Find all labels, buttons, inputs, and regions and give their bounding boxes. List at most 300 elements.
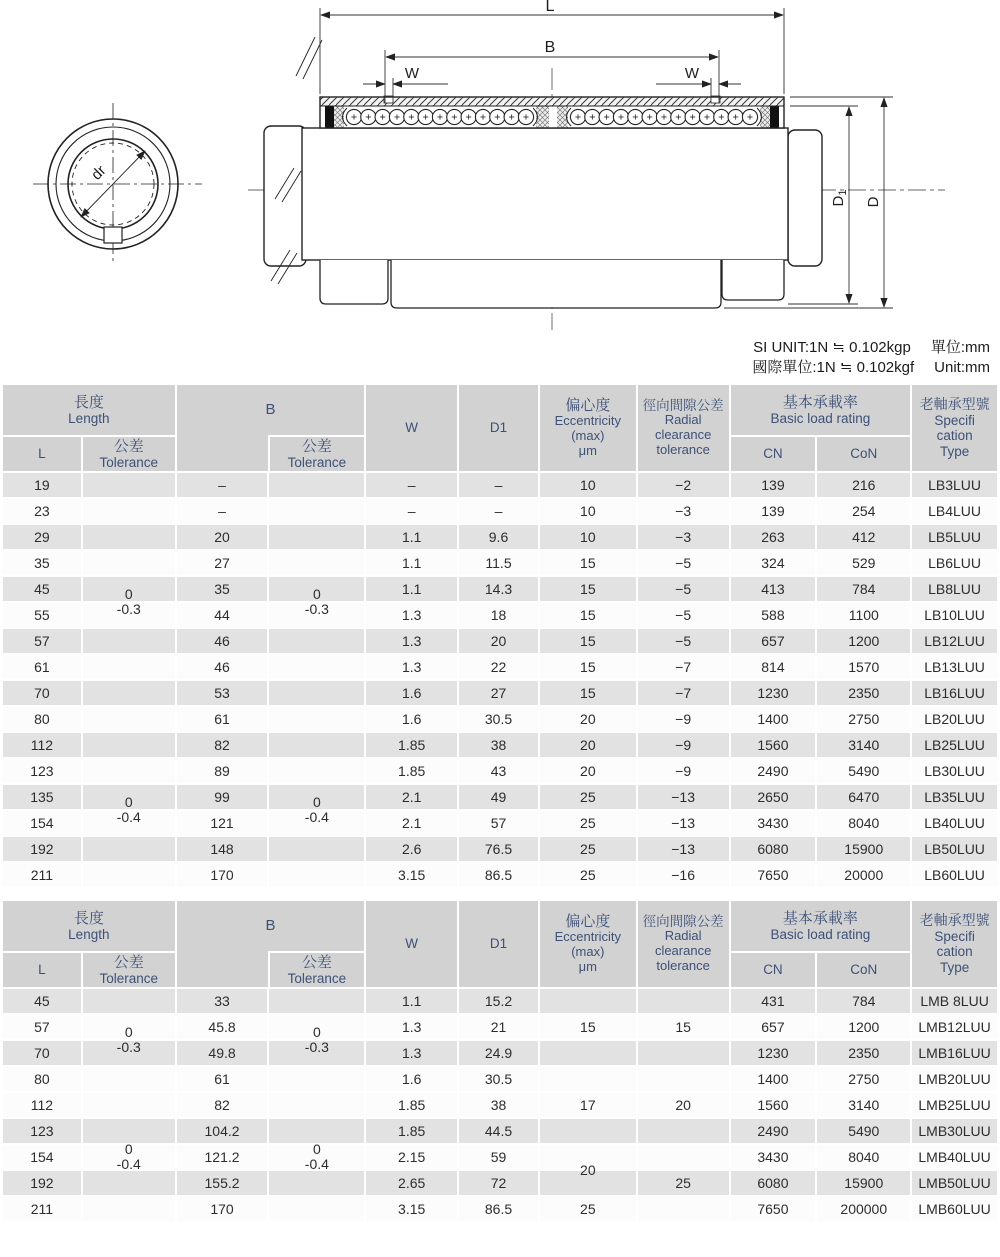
type-en1: Specifi bbox=[934, 928, 975, 944]
cell-r10-c4: 1.85 bbox=[366, 733, 457, 757]
cell-r1-c8: 657 bbox=[731, 1015, 816, 1039]
cell-r3-c9: 529 bbox=[817, 551, 910, 575]
cell-r4-c6: 15 bbox=[540, 577, 636, 601]
cell-r14-c4: 2.6 bbox=[366, 837, 457, 861]
cell-r2-c9: 412 bbox=[817, 525, 910, 549]
si-unit-line1: SI UNIT:1N ≒ 0.102kgp bbox=[753, 339, 911, 356]
cell-r7-c10: LB13LUU bbox=[912, 655, 997, 679]
cell-r5-c2: 104.2 bbox=[177, 1119, 268, 1143]
cell-r6-c10: LMB40LUU bbox=[912, 1145, 997, 1169]
cell-r15-c10: LB60LUU bbox=[912, 863, 997, 887]
merged-value: 0 -0.3 bbox=[116, 1024, 141, 1055]
cell-r0-c10: LMB 8LUU bbox=[912, 989, 997, 1013]
cell-r4-c7: −5 bbox=[638, 577, 729, 601]
ecc-en2: (max) bbox=[571, 944, 605, 960]
seal-left bbox=[325, 106, 334, 128]
cell-r8-c8: 1230 bbox=[731, 681, 816, 705]
cell-r3-c5: 11.5 bbox=[459, 551, 538, 575]
cell-r8-c4: 3.15 bbox=[366, 1197, 457, 1221]
cell-r12-c2: 99 bbox=[177, 785, 268, 809]
tol-en: Tolerance bbox=[287, 454, 347, 470]
ecc-zh: 偏心度 bbox=[565, 397, 611, 415]
cell-r6-c5: 20 bbox=[459, 629, 538, 653]
merged-value: 0 -0.4 bbox=[116, 1141, 141, 1172]
cell-r11-c9: 5490 bbox=[817, 759, 910, 783]
cell-r4-c4: 1.85 bbox=[366, 1093, 457, 1117]
cell-r2-c5: 9.6 bbox=[459, 525, 538, 549]
rad-en1: Radial bbox=[664, 928, 702, 944]
cell-r7-c9: 15900 bbox=[817, 1171, 910, 1195]
cell-r5-c9: 5490 bbox=[817, 1119, 910, 1143]
cell-r1-c10: LB4LUU bbox=[912, 499, 997, 523]
header-cn: CN bbox=[731, 953, 816, 987]
cell-r2-c6: 10 bbox=[540, 525, 636, 549]
cell-r11-c0: 123 bbox=[3, 759, 81, 783]
cell-r9-c6: 20 bbox=[540, 707, 636, 731]
cell-r0-c9: 216 bbox=[817, 473, 910, 497]
dim-l-label: L bbox=[545, 0, 555, 15]
rad-en2: clearance bbox=[654, 427, 712, 443]
cell-r12-c7: −13 bbox=[638, 785, 729, 809]
rad-en1: Radial bbox=[664, 412, 702, 428]
cell-r3-c0: 35 bbox=[3, 551, 81, 575]
tol-zh: 公差 bbox=[301, 437, 332, 455]
rad-zh: 徑向間隙公差 bbox=[642, 398, 724, 414]
cell-r8-c9: 2350 bbox=[817, 681, 910, 705]
cell-r7-c8: 814 bbox=[731, 655, 816, 679]
cell-r3-c4: 1.1 bbox=[366, 551, 457, 575]
header-b-tolerance bbox=[268, 951, 365, 987]
cell-r10-c10: LB25LUU bbox=[912, 733, 997, 757]
table2-body bbox=[3, 989, 997, 1221]
cell-r13-c7: −13 bbox=[638, 811, 729, 835]
cell-r11-c7: −9 bbox=[638, 759, 729, 783]
cell-r6-c5: 59 bbox=[459, 1145, 538, 1169]
cell-r4-c10: LMB25LUU bbox=[912, 1093, 997, 1117]
cell-r3-c4: 1.6 bbox=[366, 1067, 457, 1091]
cell-r10-c2: 82 bbox=[177, 733, 268, 757]
cell-r9-c5: 30.5 bbox=[459, 707, 538, 731]
cell-r12-c5: 49 bbox=[459, 785, 538, 809]
cell-r2-c10: LB5LUU bbox=[912, 525, 997, 549]
cell-r7-c8: 6080 bbox=[731, 1171, 816, 1195]
cell-r8-c5: 86.5 bbox=[459, 1197, 538, 1221]
dim-d1-main: D bbox=[830, 195, 847, 207]
header-w: W bbox=[366, 901, 457, 987]
cell-r12-c10: LB35LUU bbox=[912, 785, 997, 809]
cell-r3-c5: 30.5 bbox=[459, 1067, 538, 1091]
cell-r14-c6: 25 bbox=[540, 837, 636, 861]
cell-r6-c8: 3430 bbox=[731, 1145, 816, 1169]
cell-r2-c0: 70 bbox=[3, 1041, 81, 1065]
cell-r5-c4: 1.85 bbox=[366, 1119, 457, 1143]
cell-r9-c10: LB20LUU bbox=[912, 707, 997, 731]
cell-r14-c5: 76.5 bbox=[459, 837, 538, 861]
cell-r0-c0: 19 bbox=[3, 473, 81, 497]
cell-r3-c10: LMB20LUU bbox=[912, 1067, 997, 1091]
cell-r0-c4: 1.1 bbox=[366, 989, 457, 1013]
cell-r7-c6: 15 bbox=[540, 655, 636, 679]
front-view bbox=[33, 103, 202, 263]
merged-value: 0 -0.4 bbox=[304, 1141, 329, 1172]
unit-mm-en: Unit:mm bbox=[934, 358, 990, 376]
cell-r5-c5: 44.5 bbox=[459, 1119, 538, 1143]
bearing-section-drawing bbox=[0, 0, 1000, 338]
cell-r5-c8: 2490 bbox=[731, 1119, 816, 1143]
cell-r0-c2: – bbox=[177, 473, 268, 497]
dim-b-label: B bbox=[544, 39, 556, 56]
cell-r3-c8: 1400 bbox=[731, 1067, 816, 1091]
unit-note bbox=[0, 338, 1000, 377]
merged-value: 17 bbox=[580, 1096, 596, 1113]
cell-r13-c5: 57 bbox=[459, 811, 538, 835]
header-b-tolerance bbox=[268, 435, 365, 471]
cell-r0-c5: 15.2 bbox=[459, 989, 538, 1013]
tol-zh: 公差 bbox=[301, 953, 332, 971]
cell-r8-c0: 211 bbox=[3, 1197, 81, 1221]
cell-r9-c4: 1.6 bbox=[366, 707, 457, 731]
type-en1: Specifi bbox=[934, 412, 975, 428]
cell-r10-c8: 1560 bbox=[731, 733, 816, 757]
cell-r1-c8: 139 bbox=[731, 499, 816, 523]
merged-value: 0 -0.4 bbox=[116, 794, 141, 825]
cell-r7-c10: LMB50LUU bbox=[912, 1171, 997, 1195]
side-view bbox=[248, 8, 945, 330]
cell-r11-c5: 43 bbox=[459, 759, 538, 783]
cell-r15-c8: 7650 bbox=[731, 863, 816, 887]
cell-r8-c8: 7650 bbox=[731, 1197, 816, 1221]
cell-r12-c8: 2650 bbox=[731, 785, 816, 809]
header-d1: D1 bbox=[459, 901, 538, 987]
header-b: B bbox=[265, 917, 276, 935]
cell-r5-c10: LB10LUU bbox=[912, 603, 997, 627]
cell-r6-c9: 8040 bbox=[817, 1145, 910, 1169]
load-en: Basic load rating bbox=[770, 410, 871, 426]
ecc-zh: 偏心度 bbox=[565, 913, 611, 931]
cell-r6-c8: 657 bbox=[731, 629, 816, 653]
cell-r13-c9: 8040 bbox=[817, 811, 910, 835]
cell-r1-c9: 1200 bbox=[817, 1015, 910, 1039]
cell-r0-c10: LB3LUU bbox=[912, 473, 997, 497]
rad-en3: tolerance bbox=[656, 442, 710, 458]
lmb-series-table bbox=[3, 901, 997, 1221]
cell-r2-c2: 49.8 bbox=[177, 1041, 268, 1065]
merged-value: 15 bbox=[580, 1018, 596, 1035]
cell-r12-c9: 6470 bbox=[817, 785, 910, 809]
header-cn: CN bbox=[731, 437, 816, 471]
dim-d1-label bbox=[830, 190, 849, 207]
cell-r13-c0: 154 bbox=[3, 811, 81, 835]
cell-r8-c4: 1.6 bbox=[366, 681, 457, 705]
cell-r6-c0: 57 bbox=[3, 629, 81, 653]
cell-r4-c9: 784 bbox=[817, 577, 910, 601]
cell-r8-c9: 200000 bbox=[817, 1197, 910, 1221]
cell-r5-c7: −5 bbox=[638, 603, 729, 627]
unit-mm-zh: 單位:mm bbox=[930, 339, 990, 356]
cell-r5-c0: 55 bbox=[3, 603, 81, 627]
header-length-zh: 長度 bbox=[73, 909, 104, 927]
cell-r3-c9: 2750 bbox=[817, 1067, 910, 1091]
cell-r9-c8: 1400 bbox=[731, 707, 816, 731]
cell-r13-c10: LB40LUU bbox=[912, 811, 997, 835]
cell-r2-c8: 1230 bbox=[731, 1041, 816, 1065]
cell-r3-c0: 80 bbox=[3, 1067, 81, 1091]
cell-r8-c0: 70 bbox=[3, 681, 81, 705]
cell-r6-c6: 15 bbox=[540, 629, 636, 653]
header-eccentricity bbox=[540, 901, 636, 987]
cell-r1-c6: 10 bbox=[540, 499, 636, 523]
cell-r5-c0: 123 bbox=[3, 1119, 81, 1143]
cell-r11-c6: 20 bbox=[540, 759, 636, 783]
cell-r0-c7: −2 bbox=[638, 473, 729, 497]
cell-r3-c8: 324 bbox=[731, 551, 816, 575]
cell-r15-c6: 25 bbox=[540, 863, 636, 887]
cell-r5-c9: 1100 bbox=[817, 603, 910, 627]
merged-value: 15 bbox=[675, 1018, 691, 1035]
cell-r1-c2: 45.8 bbox=[177, 1015, 268, 1039]
cell-r3-c7: −5 bbox=[638, 551, 729, 575]
tol-en: Tolerance bbox=[99, 970, 158, 986]
cell-r3-c2: 27 bbox=[177, 551, 268, 575]
cell-r8-c7: −7 bbox=[638, 681, 729, 705]
cell-r4-c4: 1.1 bbox=[366, 577, 457, 601]
type-en2: cation bbox=[936, 428, 973, 444]
cell-r2-c2: 20 bbox=[177, 525, 268, 549]
lb-series-table bbox=[3, 385, 997, 887]
cell-r2-c9: 2350 bbox=[817, 1041, 910, 1065]
cell-r9-c0: 80 bbox=[3, 707, 81, 731]
cell-r6-c2: 46 bbox=[177, 629, 268, 653]
cell-r2-c0: 29 bbox=[3, 525, 81, 549]
cell-r2-c4: 1.1 bbox=[366, 525, 457, 549]
keyway-notch bbox=[104, 227, 122, 243]
cell-r11-c10: LB30LUU bbox=[912, 759, 997, 783]
cell-r3-c2: 61 bbox=[177, 1067, 268, 1091]
seal-right bbox=[770, 106, 779, 128]
cell-r14-c0: 192 bbox=[3, 837, 81, 861]
header-con: CoN bbox=[817, 953, 910, 987]
cell-r4-c9: 3140 bbox=[817, 1093, 910, 1117]
cell-r1-c9: 254 bbox=[817, 499, 910, 523]
cell-r11-c2: 89 bbox=[177, 759, 268, 783]
dim-w-right-label: W bbox=[684, 65, 700, 82]
header-l: L bbox=[3, 437, 81, 471]
cell-r0-c8: 431 bbox=[731, 989, 816, 1013]
header-radial-clearance bbox=[638, 901, 729, 987]
cell-r14-c2: 148 bbox=[177, 837, 268, 861]
header-con: CoN bbox=[817, 437, 910, 471]
cell-r8-c2: 170 bbox=[177, 1197, 268, 1221]
cell-r3-c10: LB6LUU bbox=[912, 551, 997, 575]
cell-r7-c4: 2.65 bbox=[366, 1171, 457, 1195]
cell-r13-c6: 25 bbox=[540, 811, 636, 835]
header-type bbox=[912, 385, 997, 471]
cell-r1-c7: −3 bbox=[638, 499, 729, 523]
cell-r15-c4: 3.15 bbox=[366, 863, 457, 887]
merged-value: 0 -0.3 bbox=[116, 586, 141, 617]
si-unit-line2: 國際單位:1N ≒ 0.102kgf bbox=[752, 358, 915, 376]
cell-r3-c6: 15 bbox=[540, 551, 636, 575]
cell-r15-c0: 211 bbox=[3, 863, 81, 887]
cell-r5-c4: 1.3 bbox=[366, 603, 457, 627]
cell-r1-c5: 21 bbox=[459, 1015, 538, 1039]
header-eccentricity bbox=[540, 385, 636, 471]
header-load-rating bbox=[731, 385, 911, 435]
cell-r9-c2: 61 bbox=[177, 707, 268, 731]
cell-r14-c10: LB50LUU bbox=[912, 837, 997, 861]
type-zh: 老軸承型號 bbox=[919, 395, 990, 412]
load-en: Basic load rating bbox=[770, 926, 871, 942]
header-length-en: Length bbox=[68, 926, 110, 942]
cell-r0-c2: 33 bbox=[177, 989, 268, 1013]
cell-r1-c10: LMB12LUU bbox=[912, 1015, 997, 1039]
type-en3: Type bbox=[939, 443, 970, 459]
cell-r4-c0: 45 bbox=[3, 577, 81, 601]
cell-r13-c4: 2.1 bbox=[366, 811, 457, 835]
tol-en: Tolerance bbox=[99, 454, 158, 470]
merged-value: 0 -0.3 bbox=[304, 586, 329, 617]
cell-r7-c0: 192 bbox=[3, 1171, 81, 1195]
cell-r15-c5: 86.5 bbox=[459, 863, 538, 887]
rad-en2: clearance bbox=[654, 943, 712, 959]
load-zh: 基本承載率 bbox=[782, 909, 858, 927]
cell-r5-c2: 44 bbox=[177, 603, 268, 627]
dim-dr-label: dr bbox=[88, 162, 110, 184]
cell-r4-c5: 38 bbox=[459, 1093, 538, 1117]
cell-r14-c8: 6080 bbox=[731, 837, 816, 861]
cell-r7-c9: 1570 bbox=[817, 655, 910, 679]
tol-en: Tolerance bbox=[287, 970, 347, 986]
cell-r15-c2: 170 bbox=[177, 863, 268, 887]
cell-r12-c6: 25 bbox=[540, 785, 636, 809]
header-type bbox=[912, 901, 997, 987]
ecc-en3: μm bbox=[578, 442, 597, 458]
cell-r5-c10: LMB30LUU bbox=[912, 1119, 997, 1143]
tol-zh: 公差 bbox=[113, 437, 144, 455]
load-zh: 基本承載率 bbox=[782, 393, 858, 411]
dim-d1-sub: 1 bbox=[837, 189, 849, 196]
cell-r2-c5: 24.9 bbox=[459, 1041, 538, 1065]
header-l: L bbox=[3, 953, 81, 987]
cell-r0-c5: – bbox=[459, 473, 538, 497]
cell-r14-c7: −13 bbox=[638, 837, 729, 861]
cell-r12-c4: 2.1 bbox=[366, 785, 457, 809]
cell-r6-c2: 121.2 bbox=[177, 1145, 268, 1169]
tol-zh: 公差 bbox=[113, 953, 144, 971]
cell-r15-c9: 20000 bbox=[817, 863, 910, 887]
cell-r8-c10: LB16LUU bbox=[912, 681, 997, 705]
merged-value: 25 bbox=[675, 1174, 691, 1191]
technical-drawing bbox=[0, 0, 1000, 338]
merged-value: 20 bbox=[675, 1096, 691, 1113]
header-b-group bbox=[177, 901, 365, 987]
cell-r2-c10: LMB16LUU bbox=[912, 1041, 997, 1065]
cell-r1-c5: – bbox=[459, 499, 538, 523]
cell-r0-c6: 10 bbox=[540, 473, 636, 497]
cell-r7-c2: 155.2 bbox=[177, 1171, 268, 1195]
cell-r4-c8: 1560 bbox=[731, 1093, 816, 1117]
cell-r8-c5: 27 bbox=[459, 681, 538, 705]
cell-r6-c10: LB12LUU bbox=[912, 629, 997, 653]
header-length-en: Length bbox=[68, 410, 110, 426]
cell-r10-c6: 20 bbox=[540, 733, 636, 757]
cell-r10-c5: 38 bbox=[459, 733, 538, 757]
header-l-tolerance bbox=[83, 437, 175, 471]
cell-r0-c4: – bbox=[366, 473, 457, 497]
cell-r7-c5: 72 bbox=[459, 1171, 538, 1195]
cell-r7-c4: 1.3 bbox=[366, 655, 457, 679]
cell-r15-c7: −16 bbox=[638, 863, 729, 887]
type-en3: Type bbox=[939, 959, 970, 975]
cell-r13-c2: 121 bbox=[177, 811, 268, 835]
cell-r6-c9: 1200 bbox=[817, 629, 910, 653]
cell-r8-c6: 25 bbox=[540, 1197, 636, 1221]
table1-body bbox=[3, 473, 997, 887]
cell-r10-c0: 112 bbox=[3, 733, 81, 757]
cell-r10-c9: 3140 bbox=[817, 733, 910, 757]
cell-r9-c9: 2750 bbox=[817, 707, 910, 731]
header-l-tolerance bbox=[83, 953, 175, 987]
header-length bbox=[3, 901, 175, 951]
cell-r2-c7: −3 bbox=[638, 525, 729, 549]
table1-header bbox=[3, 385, 997, 471]
cell-r1-c0: 23 bbox=[3, 499, 81, 523]
cell-r12-c0: 135 bbox=[3, 785, 81, 809]
cell-r9-c7: −9 bbox=[638, 707, 729, 731]
cell-r4-c2: 35 bbox=[177, 577, 268, 601]
cell-r4-c2: 82 bbox=[177, 1093, 268, 1117]
cell-r7-c0: 61 bbox=[3, 655, 81, 679]
cell-r0-c9: 784 bbox=[817, 989, 910, 1013]
merged-value: 0 -0.3 bbox=[304, 1024, 329, 1055]
cell-r1-c2: – bbox=[177, 499, 268, 523]
dim-d-label: D bbox=[865, 196, 882, 208]
cell-r11-c4: 1.85 bbox=[366, 759, 457, 783]
cell-r8-c10: LMB60LUU bbox=[912, 1197, 997, 1221]
type-zh: 老軸承型號 bbox=[919, 911, 990, 928]
header-load-rating bbox=[731, 901, 911, 951]
cell-r4-c10: LB8LUU bbox=[912, 577, 997, 601]
cell-r0-c0: 45 bbox=[3, 989, 81, 1013]
cell-r7-c5: 22 bbox=[459, 655, 538, 679]
table2-header bbox=[3, 901, 997, 987]
header-d1: D1 bbox=[459, 385, 538, 471]
header-radial-clearance bbox=[638, 385, 729, 471]
cell-r7-c2: 46 bbox=[177, 655, 268, 679]
cell-r5-c6: 15 bbox=[540, 603, 636, 627]
cell-r2-c4: 1.3 bbox=[366, 1041, 457, 1065]
cell-r4-c8: 413 bbox=[731, 577, 816, 601]
cell-r1-c4: 1.3 bbox=[366, 1015, 457, 1039]
cell-r1-c0: 57 bbox=[3, 1015, 81, 1039]
header-b: B bbox=[265, 401, 276, 419]
merged-value: 0 -0.4 bbox=[304, 794, 329, 825]
cell-r4-c0: 112 bbox=[3, 1093, 81, 1117]
type-en2: cation bbox=[936, 944, 973, 960]
cell-r4-c5: 14.3 bbox=[459, 577, 538, 601]
header-b-group bbox=[177, 385, 365, 471]
cell-r5-c5: 18 bbox=[459, 603, 538, 627]
cell-r10-c7: −9 bbox=[638, 733, 729, 757]
dim-w-left-label: W bbox=[404, 65, 420, 82]
cell-r6-c0: 154 bbox=[3, 1145, 81, 1169]
cell-r13-c8: 3430 bbox=[731, 811, 816, 835]
header-w: W bbox=[366, 385, 457, 471]
cell-r6-c7: −5 bbox=[638, 629, 729, 653]
cell-r0-c8: 139 bbox=[731, 473, 816, 497]
ecc-en3: μm bbox=[578, 958, 597, 974]
merged-value: 20 bbox=[580, 1161, 596, 1178]
